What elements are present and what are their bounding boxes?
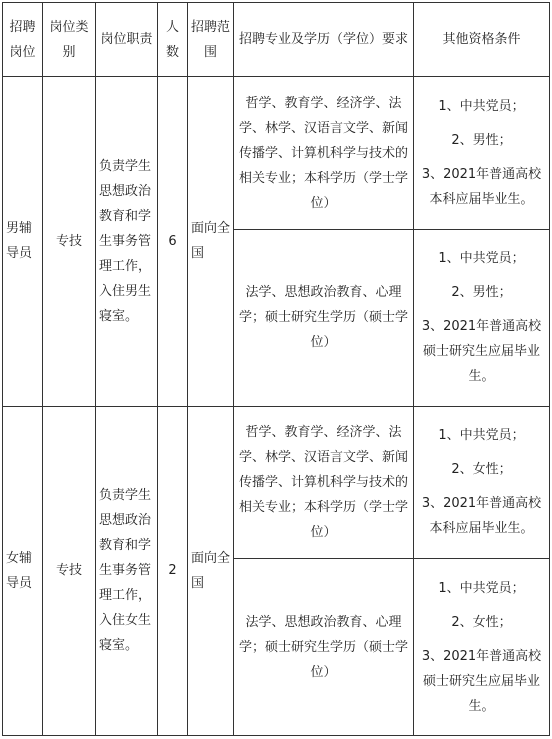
condition-item: 1、中共党员； <box>438 251 525 267</box>
condition-item: 3、2021年普通高校本科应届毕业生。 <box>421 167 542 208</box>
major-cell: 法学、思想政治教育、心理学；硕士研究生学历（硕士学位） <box>234 229 414 406</box>
condition-item: 2、女性； <box>451 614 512 630</box>
major-cell: 哲学、教育学、经济学、法学、林学、汉语言文学、新闻传播学、计算机科学与技术的相关专业；本科学历（学士学位） <box>234 77 414 230</box>
major-cell: 哲学、教育学、经济学、法学、林学、汉语言文学、新闻传播学、计算机科学与技术的相关专业；本科学历（学士学位） <box>234 406 414 559</box>
condition-item: 1、中共党员； <box>438 99 525 115</box>
header-count: 人数 <box>158 3 188 77</box>
header-position: 招聘岗位 <box>3 3 43 77</box>
header-row <box>3 3 550 77</box>
condition-item: 1、中共党员； <box>438 428 525 444</box>
condition-item: 2、女性； <box>451 462 512 478</box>
category-cell: 专技 <box>43 77 96 406</box>
category-cell: 专技 <box>43 406 96 735</box>
condition-item: 2、男性； <box>451 133 512 149</box>
recruitment-table <box>2 2 550 736</box>
conditions-cell <box>414 559 550 736</box>
scope-cell: 面向全国 <box>188 406 234 735</box>
conditions-cell <box>414 229 550 406</box>
table-row <box>3 406 550 559</box>
conditions-cell <box>414 406 550 559</box>
condition-item: 1、中共党员； <box>438 580 525 596</box>
condition-item: 3、2021年普通高校硕士研究生应届毕业生。 <box>421 319 542 385</box>
conditions-cell <box>414 77 550 230</box>
duties-cell: 负责学生思想政治教育和学生事务管理工作，入住男生寝室。 <box>96 77 158 406</box>
header-conditions: 其他资格条件 <box>414 3 550 77</box>
condition-item: 3、2021年普通高校本科应届毕业生。 <box>421 496 542 537</box>
condition-item: 2、男性； <box>451 285 512 301</box>
count-cell: 2 <box>158 406 188 735</box>
header-scope: 招聘范围 <box>188 3 234 77</box>
count-cell: 6 <box>158 77 188 406</box>
position-cell: 男辅导员 <box>3 77 43 406</box>
duties-cell: 负责学生思想政治教育和学生事务管理工作，入住女生寝室。 <box>96 406 158 735</box>
major-cell: 法学、思想政治教育、心理学；硕士研究生学历（硕士学位） <box>234 559 414 736</box>
table-row <box>3 77 550 230</box>
header-category: 岗位类别 <box>43 3 96 77</box>
scope-cell: 面向全国 <box>188 77 234 406</box>
header-major: 招聘专业及学历（学位）要求 <box>234 3 414 77</box>
header-duties: 岗位职责 <box>96 3 158 77</box>
position-cell: 女辅导员 <box>3 406 43 735</box>
condition-item: 3、2021年普通高校硕士研究生应届毕业生。 <box>421 648 542 714</box>
